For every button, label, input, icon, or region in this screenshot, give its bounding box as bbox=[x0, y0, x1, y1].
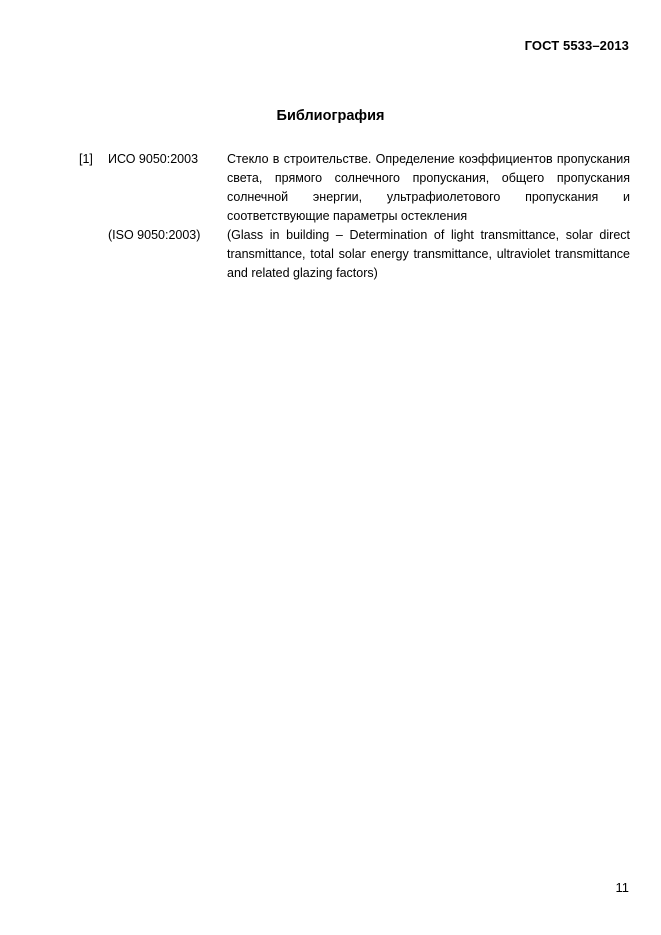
entry-title-english: (Glass in building – Determination of light transmittance, solar direct transmittance, total solar energy transmittance, ultraviolet transmittance and related glazing factors) bbox=[227, 228, 630, 280]
entry-title-russian: Стекло в строительстве. Определение коэффициентов пропускания света, прямого солнечного пропускания, общего пропускания солнечной энергии, ультрафиолетового пропускания и соответствующие параметры остекления bbox=[227, 152, 630, 223]
page-number: 11 bbox=[615, 880, 629, 895]
bibliography-entry bbox=[79, 150, 630, 226]
entry-standard-code-original: (ISO 9050:2003) bbox=[108, 228, 201, 242]
document-code: ГОСТ 5533–2013 bbox=[524, 38, 629, 53]
bibliography-list bbox=[79, 150, 630, 283]
entry-standard-code: ИСО 9050:2003 bbox=[108, 152, 199, 166]
section-title: Библиография bbox=[276, 108, 385, 124]
entry-number: [1] bbox=[79, 152, 93, 166]
entry-number-spacer bbox=[79, 226, 108, 283]
bibliography-entry-translation bbox=[79, 226, 630, 283]
